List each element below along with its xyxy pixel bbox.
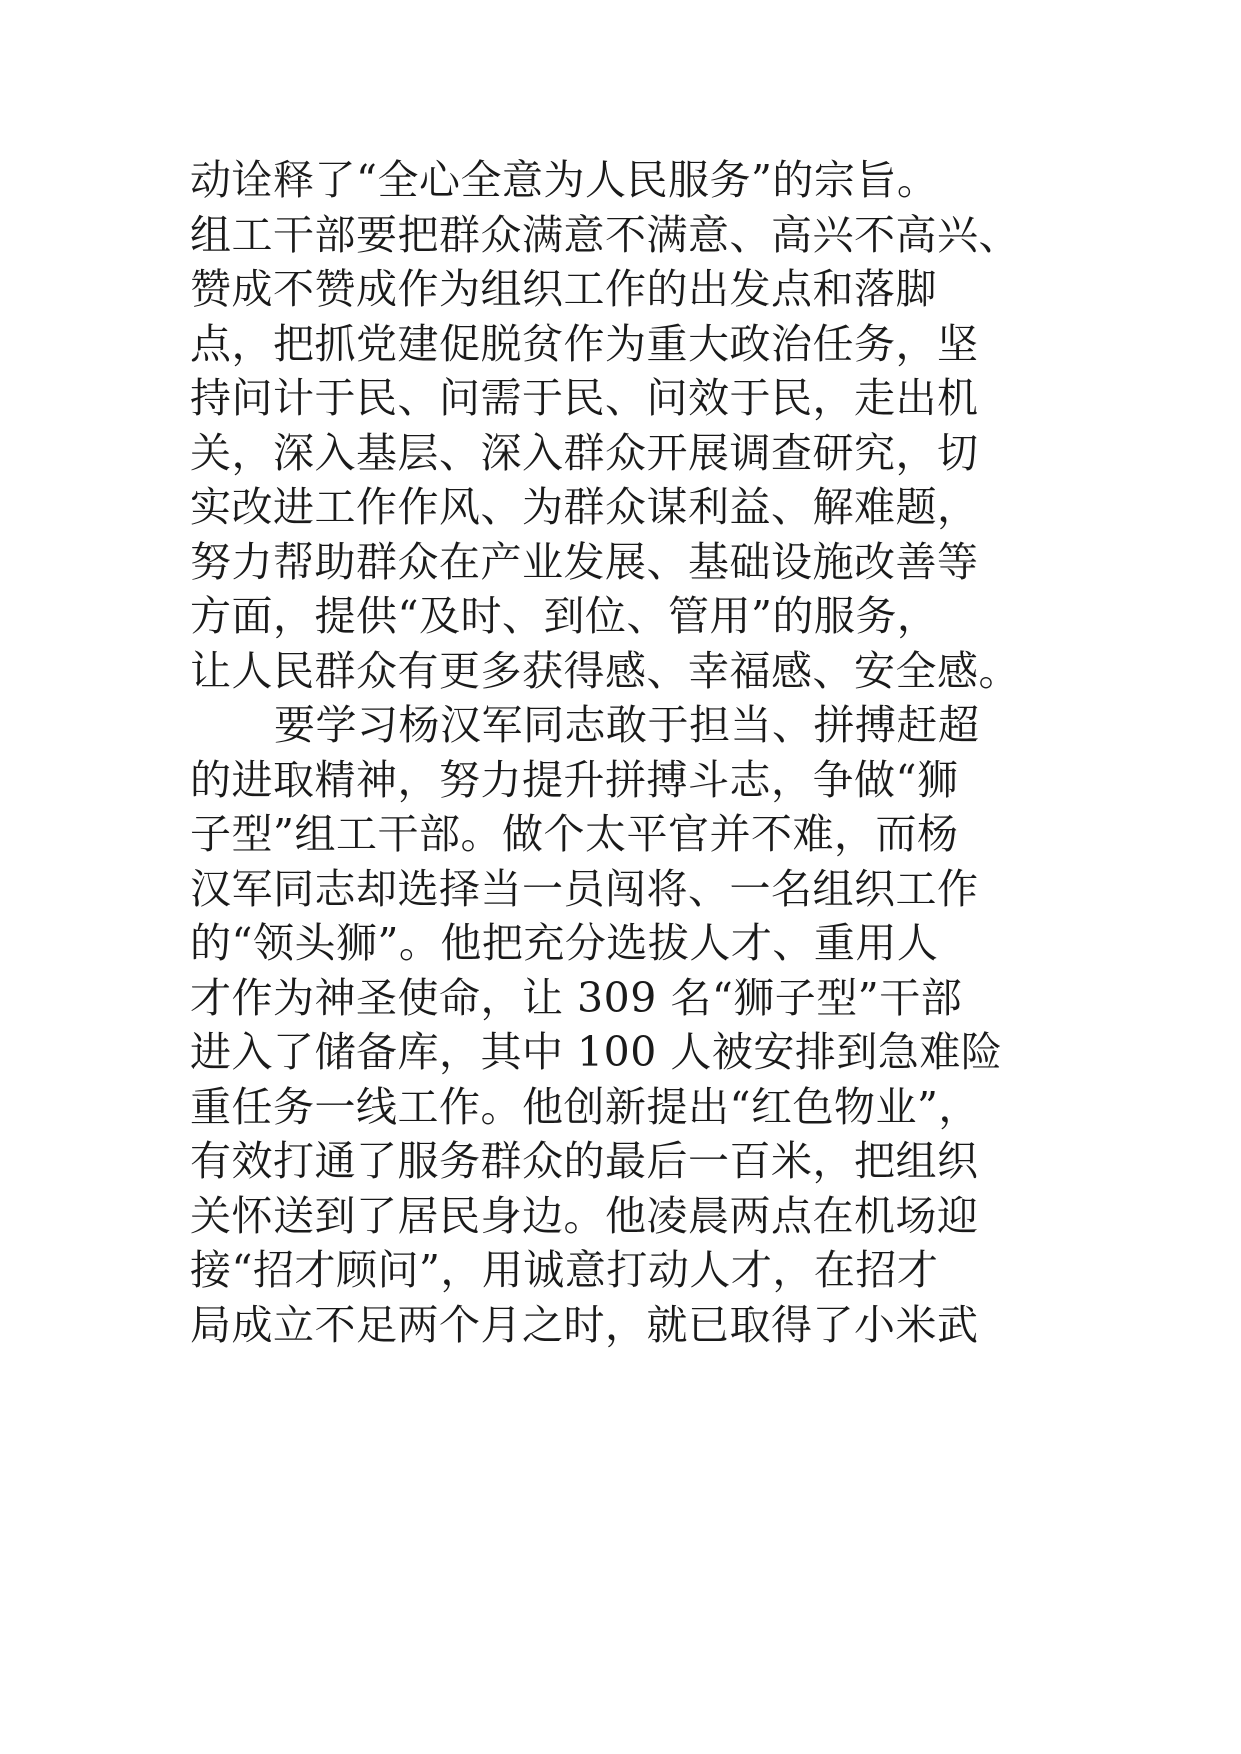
text-line: 有效打通了服务群众的最后一百米，把组织	[190, 1137, 979, 1185]
text-line: 汉军同志却选择当一员闯将、一名组织工作	[190, 864, 979, 913]
text-line: 进入了储备库，其中 100 人被安排到急难险	[190, 1028, 1003, 1076]
text-line: 关怀送到了居民身边。他凌晨两点在机场迎	[190, 1191, 979, 1240]
text-line: 让人民群众有更多获得感、幸福感、安全感。	[190, 646, 1020, 695]
text-line: 持问计于民、问需于民、问效于民，走出机	[190, 374, 979, 422]
text-line: 重任务一线工作。他创新提出“红色物业”，	[190, 1082, 980, 1131]
text-line: 赞成不赞成作为组织工作的出发点和落脚	[190, 265, 937, 313]
text-line: 实改进工作作风、为群众谋利益、解难题，	[190, 483, 979, 531]
text-line: 局成立不足两个月之时，就已取得了小米武	[190, 1300, 979, 1349]
text-line: 接“招才顾问”，用诚意打动人才，在招才	[190, 1246, 939, 1294]
text-line: 子型”组工干部。做个太平官并不难，而杨	[190, 810, 959, 858]
text-line: 才作为神圣使命，让 309 名“狮子型”干部	[190, 973, 963, 1022]
body-text	[190, 153, 1090, 1352]
text-line: 方面，提供“及时、到位、管用”的服务，	[190, 592, 939, 640]
text-line: 的进取精神，努力提升拼搏斗志，争做“狮	[190, 755, 959, 804]
text-line: 努力帮助群众在产业发展、基础设施改善等	[190, 537, 979, 586]
text-line: 关，深入基层、深入群众开展调查研究，切	[190, 428, 979, 477]
text-line: 的“领头狮”。他把充分选拔人才、重用人	[190, 919, 939, 967]
paragraph-first-line: 要学习杨汉军同志敢于担当、拼搏赶超	[274, 701, 980, 749]
text-line: 组工干部要把群众满意不满意、高兴不高兴、	[190, 210, 1020, 259]
text-line: 点，把抓党建促脱贫作为重大政治任务，坚	[190, 319, 979, 368]
text-line: 动诠释了“全心全意为人民服务”的宗旨。	[190, 156, 939, 204]
